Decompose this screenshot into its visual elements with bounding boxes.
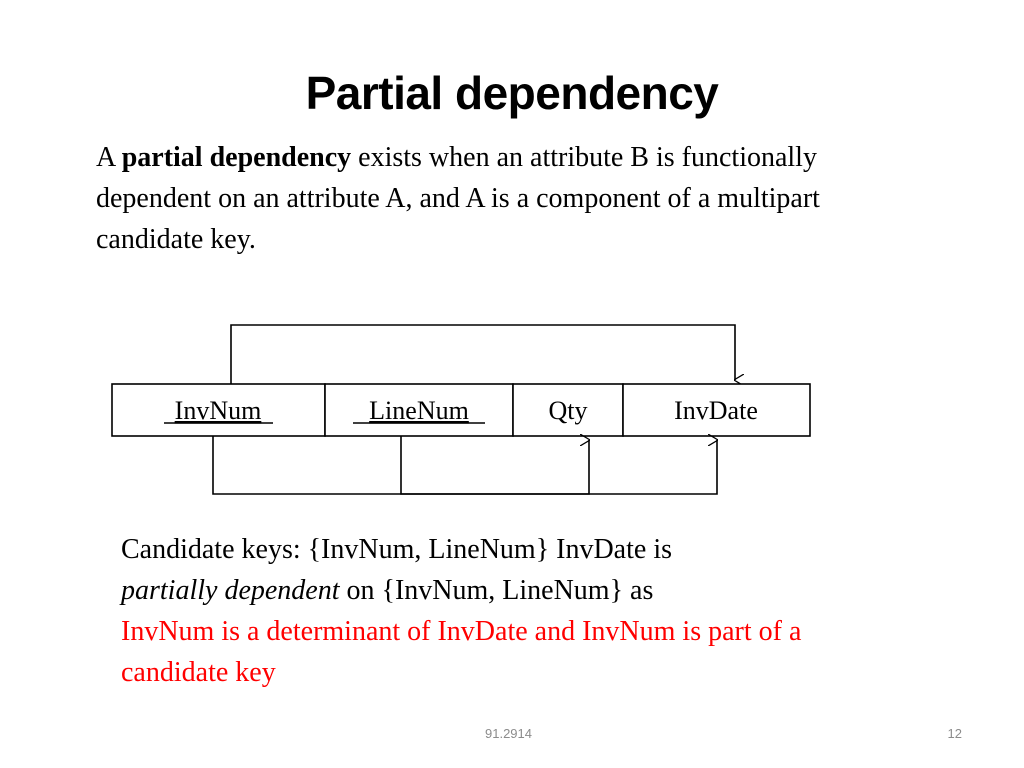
explanation-line1: Candidate keys: {InvNum, LineNum} InvDate is [121, 534, 672, 565]
footer-course-code: 91.2914 [485, 726, 532, 741]
attribute-table [112, 384, 810, 436]
definition-term: partial dependency [121, 142, 352, 173]
definition-lead: A [96, 142, 115, 173]
attribute-label-invdate: InvDate [674, 396, 758, 425]
explanation-highlight: InvNum is a determinant of InvDate and InvNum is part of a candidate key [121, 616, 802, 688]
invnum-to-invdate-arrow [231, 325, 735, 384]
slide-title: Partial dependency [305, 67, 719, 119]
explanation-paragraph [121, 529, 861, 693]
invnum-to-invdate-lower-arrow [213, 436, 717, 494]
linenum-to-qty-arrow [401, 436, 589, 494]
attribute-label-qty: Qty [548, 396, 588, 425]
definition-rest: exists when an attribute B is functionally dependent on an attribute A, and A is a component of a multipart candidate key. [96, 142, 820, 255]
attribute-label-linenum: LineNum [369, 396, 469, 425]
attribute-label-invnum: InvNum [174, 396, 262, 425]
explanation-emphasis: partially dependent [121, 575, 340, 606]
footer-page-number: 12 [947, 726, 962, 741]
explanation-line2: on {InvNum, LineNum} as [346, 575, 654, 606]
